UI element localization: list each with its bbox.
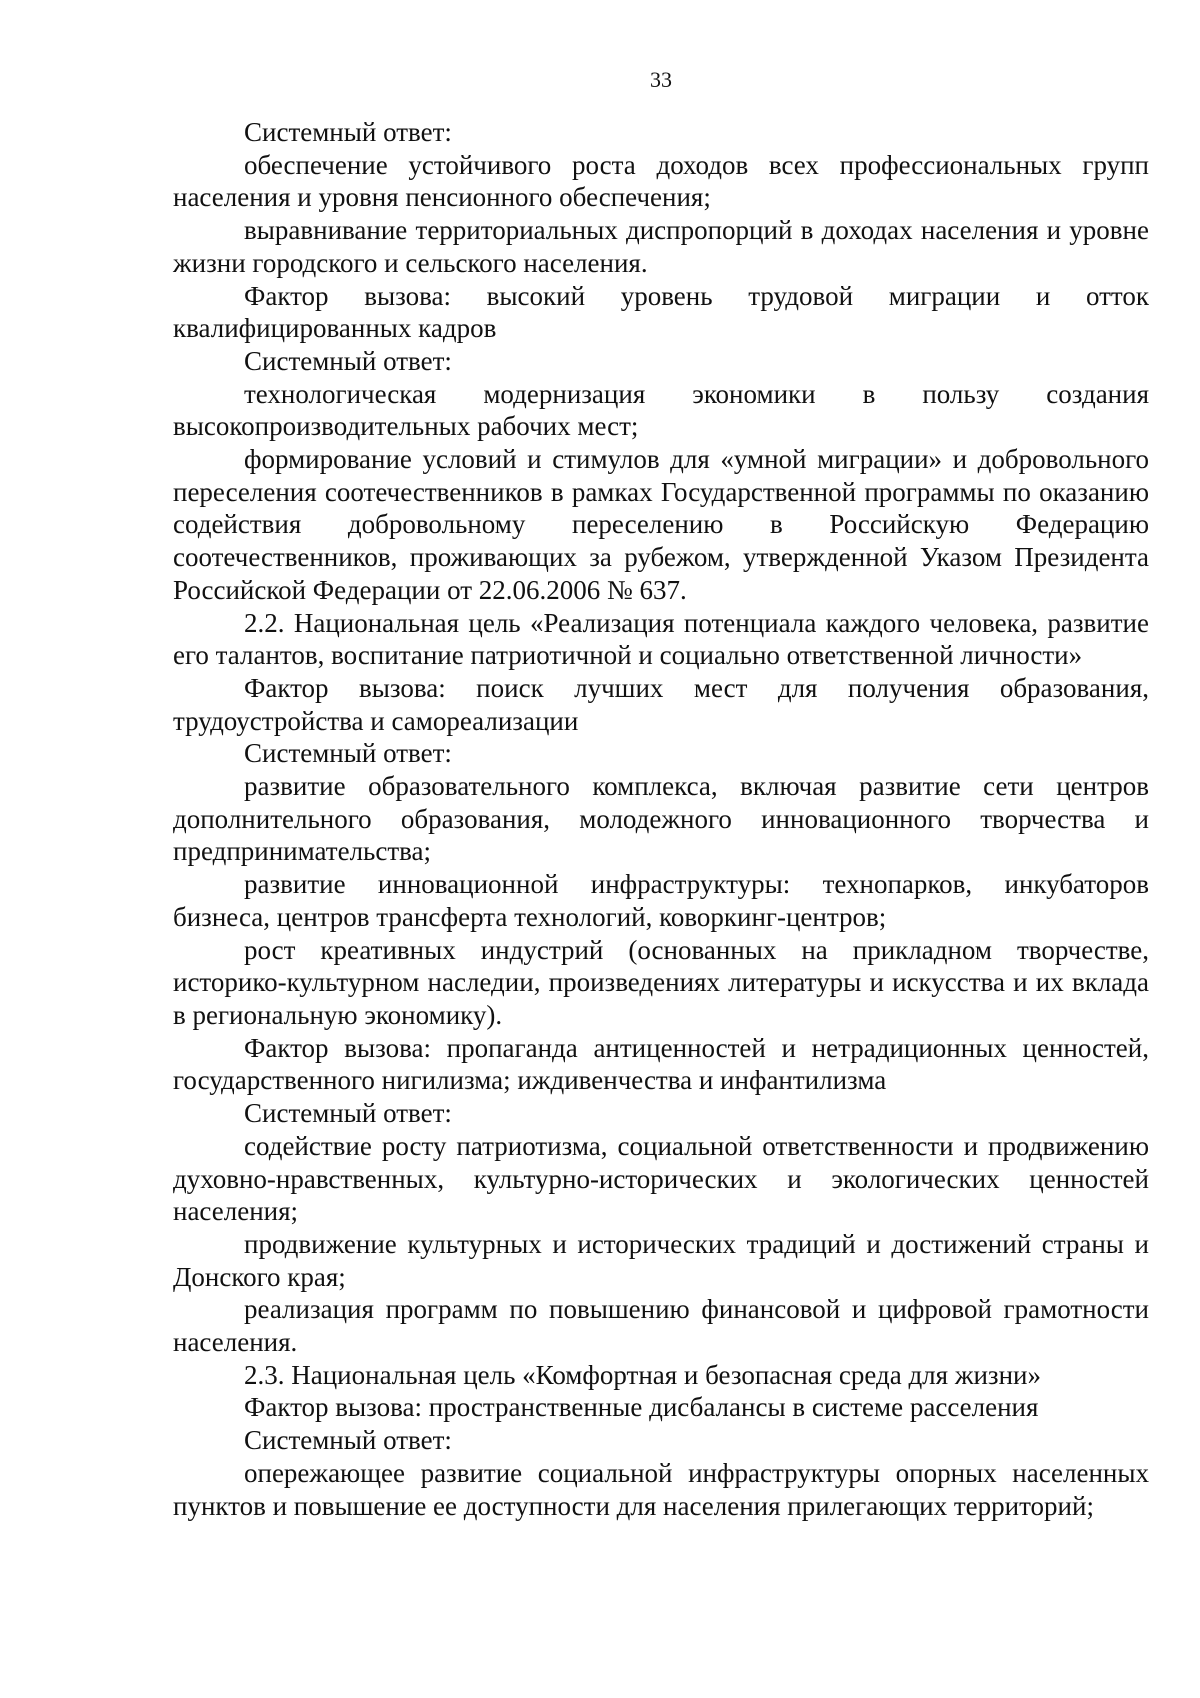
paragraph-income-growth: обеспечение устойчивого роста доходов всех профессиональных групп населения и уровня пенсионного обеспечения;: [173, 149, 1149, 213]
paragraph-challenge-education-search: Фактор вызова: поиск лучших мест для получения образования, трудоустройства и самореализации: [173, 672, 1149, 736]
paragraph-tech-modernization: технологическая модернизация экономики в пользу создания высокопроизводительных рабочих мест;: [173, 378, 1149, 442]
paragraph-system-response: Системный ответ:: [244, 1425, 452, 1456]
paragraph-system-response: Системный ответ:: [244, 345, 452, 376]
paragraph-financial-literacy: реализация программ по повышению финансовой и цифровой грамотности населения.: [173, 1294, 1149, 1358]
page-number: 33: [650, 67, 672, 92]
paragraph-innovation-infrastructure: развитие инновационной инфраструктуры: технопарков, инкубаторов бизнеса, центров трансферта технологий, коворкинг-центров;: [173, 869, 1149, 932]
paragraph-challenge-labor-migration: Фактор вызова: высокий уровень трудовой миграции и отток квалифицированных кадров: [173, 280, 1149, 344]
paragraph-system-response: Системный ответ:: [244, 738, 452, 769]
paragraph-social-infrastructure: опережающее развитие социальной инфраструктуры опорных населенных пунктов и повышение ее доступности для населения прилегающих территорий;: [173, 1457, 1149, 1521]
paragraph-national-goal-2-3: 2.3. Национальная цель «Комфортная и безопасная среда для жизни»: [244, 1359, 1041, 1390]
paragraph-system-response: Системный ответ:: [244, 1098, 452, 1129]
paragraph-creative-industries: рост креативных индустрий (основанных на прикладном творчестве, историко-культурном наследии, произведениях литературы и искусства и их вклада в региональную экономику).: [173, 934, 1149, 1030]
paragraph-education-complex: развитие образовательного комплекса, включая развитие сети центров дополнительного образования, молодежного инновационного творчества и предпринимательства;: [173, 771, 1149, 867]
paragraph-challenge-anti-values: Фактор вызова: пропаганда антиценностей и нетрадиционных ценностей, государственного нигилизма; иждивенчества и инфантилизма: [173, 1032, 1149, 1096]
paragraph-national-goal-2-2: 2.2. Национальная цель «Реализация потенциала каждого человека, развитие его талантов, воспитание патриотичной и социально ответственной личности»: [173, 607, 1149, 671]
paragraph-smart-migration: формирование условий и стимулов для «умной миграции» и добровольного переселения соотечественников в рамках Государственной программы по оказанию содействия добровольному переселению в Российскую Федерацию соотечественников, проживающих за рубежом, утвержденной Указом Президента Российской Федерации от 22.06.2006 № 637.: [173, 444, 1149, 605]
paragraph-challenge-settlement-imbalance: Фактор вызова: пространственные дисбалансы в системе расселения: [244, 1392, 1039, 1423]
paragraph-cultural-traditions: продвижение культурных и исторических традиций и достижений страны и Донского края;: [173, 1228, 1149, 1292]
paragraph-system-response: Системный ответ:: [244, 117, 452, 147]
document-body: [173, 116, 1149, 1522]
paragraph-patriotism: содействие росту патриотизма, социальной ответственности и продвижению духовно-нравственных, культурно-исторических и экологических ценностей населения;: [173, 1130, 1149, 1227]
paragraph-territorial-disparities: выравнивание территориальных диспропорций в доходах населения и уровне жизни городского и сельского населения.: [173, 215, 1149, 278]
